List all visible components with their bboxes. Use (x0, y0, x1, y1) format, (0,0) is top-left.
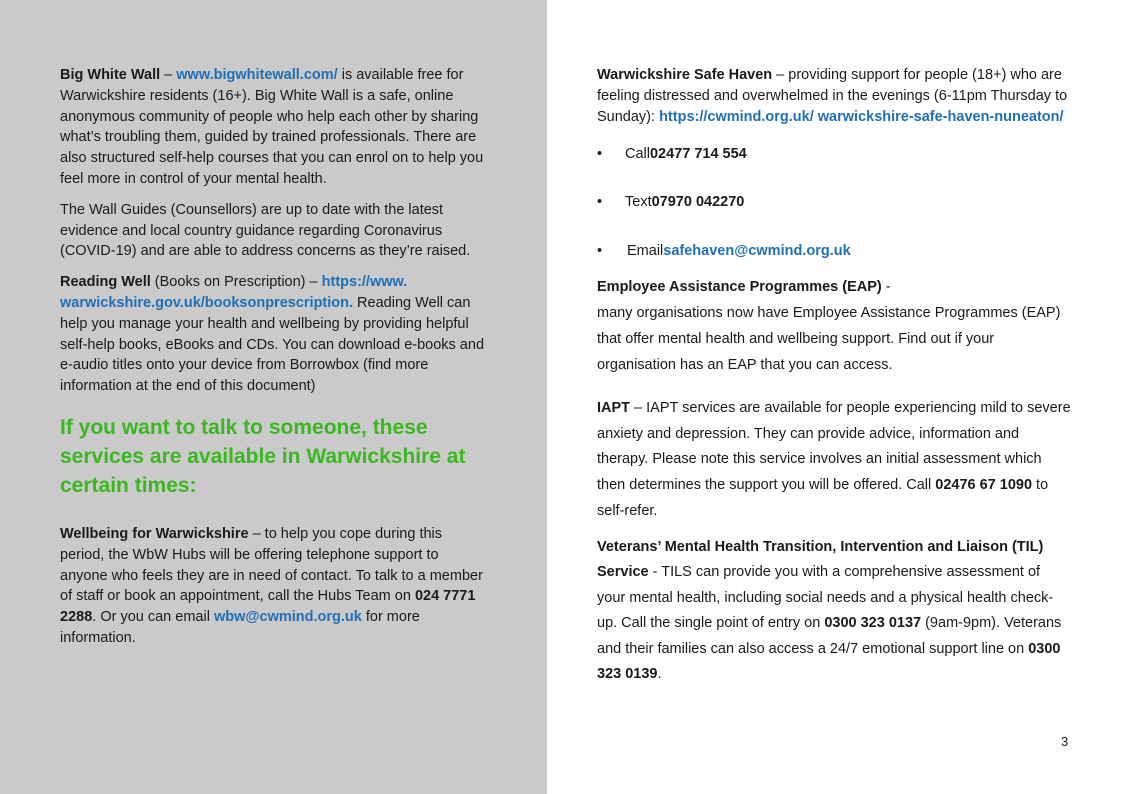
big-white-wall-link[interactable]: www.bigwhitewall.com/ (176, 67, 338, 83)
veterans-text-2: (9am-9pm). Veterans and their families can also access a 24/7 emotional support line on (597, 615, 1062, 657)
safe-haven-text-item (597, 192, 1072, 213)
wellbeing-text-3: for more information. (60, 609, 420, 646)
bullet-marker: • (597, 146, 603, 163)
safe-haven-link[interactable]: https://cwmind.org.uk/ warwickshire-safe-haven-nuneaton/ (659, 108, 1064, 125)
veterans-text-3: . (657, 666, 662, 683)
dash: – (160, 67, 177, 83)
wellbeing-name: Wellbeing for Warwickshire (60, 525, 249, 542)
veterans-text-1: - TILS can provide you with a comprehensive assessment of your mental health, including social needs and a physical health check-up. Call the single point of entry on (597, 564, 1054, 632)
services-heading: If you want to talk to someone, these services are available in Warwickshire at certain times: (60, 415, 466, 497)
safe-haven-call-item (597, 144, 1072, 165)
wellbeing-phone: 024 7771 2288 (60, 588, 476, 626)
wellbeing-text-2: . Or you can email (92, 609, 214, 626)
eap-name: Employee Assistance Programmes (EAP) (597, 278, 882, 295)
eap-paragraph (597, 274, 1072, 378)
iapt-text-2: to self-refer. (597, 477, 1049, 519)
wellbeing-paragraph (60, 524, 485, 649)
eap-text: many organisations now have Employee Assistance Programmes (EAP) that offer mental health and wellbeing support. Find out if your organisation has an EAP that you can access. (597, 304, 1061, 373)
reading-well-sub: (Books on Prescription) – (150, 274, 322, 291)
right-column (597, 65, 1072, 688)
eap-dash: - (881, 278, 891, 295)
safe-haven-email-link[interactable]: safehaven@cwmind.org.uk (663, 242, 851, 259)
big-white-wall-name: Big White Wall (60, 67, 161, 83)
veterans-phone-2: 0300 323 0139 (597, 640, 1061, 683)
bullet-marker: • (597, 242, 603, 259)
iapt-text-1: – IAPT services are available for people experiencing mild to severe anxiety and depression. They can provide advice, information and therapy. Please note this service involves an initial assessment which then determines the support you will be offered. Call (597, 399, 1071, 494)
reading-well-name: Reading Well (60, 274, 151, 291)
big-white-wall-text: is available free for Warwickshire residents (16+). Big White Wall is a safe, online anonymous community of people who help each other by sharing what’s troubling them, guided by trained professionals. There are also structured self-help courses that you can enrol on to help you feel more in control of your mental health. (60, 67, 484, 187)
veterans-name: Veterans’ Mental Health Transition, Intervention and Liaison (TIL) Service (597, 538, 1044, 581)
call-number: 02477 714 554 (649, 146, 747, 163)
text-number: 07970 042270 (651, 194, 745, 211)
iapt-name: IAPT (597, 399, 631, 416)
wellbeing-email-link[interactable]: wbw@cwmind.org.uk (213, 609, 362, 626)
safe-haven-name: Warwickshire Safe Haven (597, 67, 773, 83)
wall-guides-paragraph: The Wall Guides (Counsellors) are up to date with the latest evidence and local country guidance regarding Coronavirus (COVID-19) and are able to address concerns as they’re raised. (60, 201, 471, 260)
veterans-paragraph (597, 535, 1072, 688)
wellbeing-text-1: – to help you cope during this period, the WbW Hubs will be offering telephone support to anyone who feels they are in need of contact. To talk to a member of staff or book an appointment, call the Hubs Team on (60, 525, 483, 605)
reading-well-paragraph (60, 272, 485, 397)
left-column (60, 65, 485, 649)
iapt-phone: 02476 67 1090 (935, 477, 1033, 494)
safe-haven-text: – providing support for people (18+) who are feeling distressed and overwhelmed in the evenings (6-11pm Thursday to Sunday): (597, 67, 1068, 125)
safe-haven-paragraph (597, 65, 1072, 127)
iapt-paragraph (597, 396, 1072, 525)
big-white-wall-paragraph (60, 65, 485, 190)
reading-well-text: Reading Well can help you manage your health and wellbeing by providing helpful self-help books, eBooks and CDs. You can download e-books and e-audio titles onto your device from Borrowbox (find more information at the end of this document) (60, 294, 485, 395)
call-label: Call (625, 146, 650, 163)
email-label: Email (627, 242, 664, 259)
page-number: 3 (1061, 734, 1069, 749)
veterans-phone-1: 0300 323 0137 (824, 615, 922, 632)
text-label: Text (625, 194, 652, 211)
bullet-marker: • (597, 194, 603, 211)
reading-well-link[interactable]: https://www. warwickshire.gov.uk/booksonprescription. (60, 274, 408, 311)
safe-haven-email-item (597, 241, 1072, 262)
